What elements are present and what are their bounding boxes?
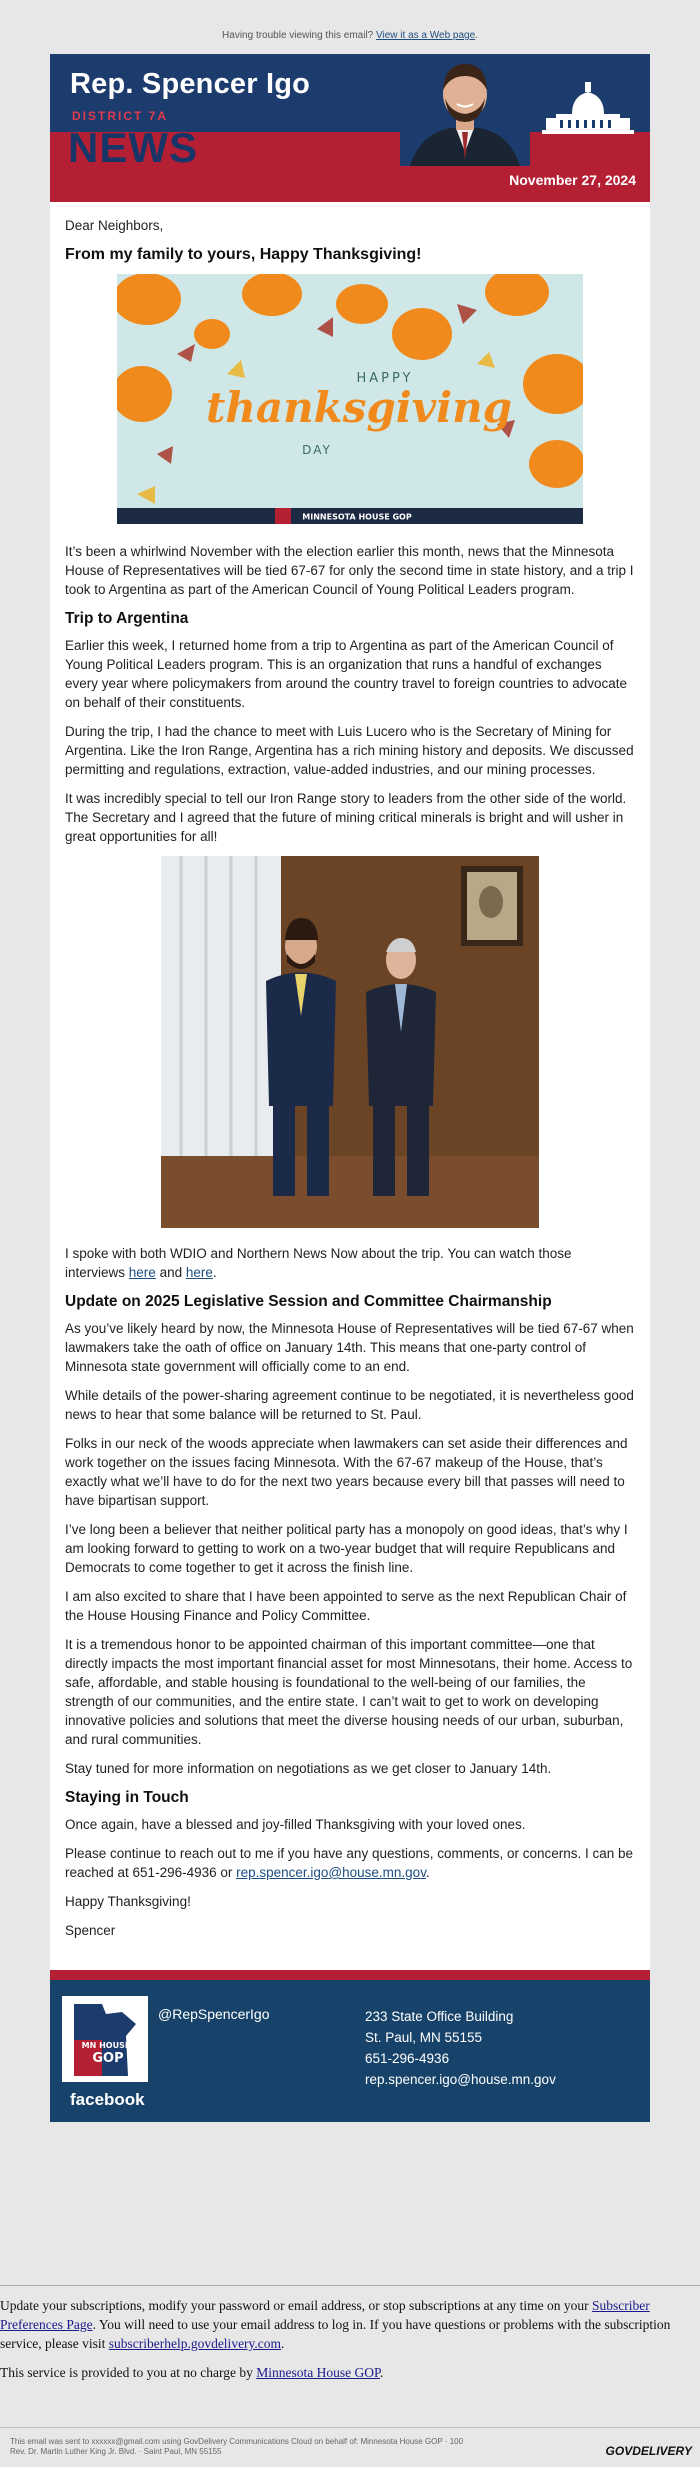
closing: Happy Thanksgiving!: [65, 1894, 191, 1909]
session-paragraph-3: Folks in our neck of the woods appreciate when lawmakers can set aside their differences and work together on the issues facing Minnesota. With the 67-67 makeup of the House, that’s exactly what we’ll have to do for the next two years because every bill that passes will need to have bipartisan support.: [65, 1436, 628, 1508]
news-label: NEWS: [68, 124, 198, 171]
touch-paragraph-2: [65, 1844, 635, 1882]
mn-house-gop-logo[interactable]: [62, 1996, 148, 2082]
representative-name: Rep. Spencer Igo: [70, 68, 311, 100]
day-text: DAY: [302, 443, 332, 457]
legal-line-1: This email was sent to xxxxxx@gmail.com using GovDelivery Communications Cloud on behalf of: Minnesota House GOP · 100: [10, 2437, 464, 2446]
service-end: .: [379, 2365, 384, 2380]
signature: Spencer: [65, 1923, 116, 1938]
capitol-icon: [538, 74, 638, 136]
session-paragraph-5: I am also excited to share that I have been appointed to serve as the next Republican Chair of the House Housing Finance and Policy Committee.: [65, 1589, 627, 1623]
subscriber-help-link[interactable]: subscriberhelp.govdelivery.com: [108, 2336, 282, 2351]
portrait-photo: [400, 56, 530, 166]
greeting: Dear Neighbors,: [65, 218, 164, 233]
email-container: [50, 54, 650, 2122]
interviews-and: and: [155, 1265, 186, 1280]
divider: [0, 2285, 700, 2286]
intro-paragraph: It’s been a whirlwind November with the election earlier this month, news that the Minnesota House of Representatives will be tied 67-67 for only the second time in state history, and a trip I took to Argentina as part of the American Council of Young Political Leaders program.: [65, 544, 634, 597]
logo-text-2: GOP: [92, 2051, 124, 2066]
office-phone: 651-296-4936: [365, 2051, 450, 2066]
trip-paragraph-3: It was incredibly special to tell our Iron Range story to leaders from the other side of the world. The Secretary and I agreed that the future of mining critical minerals is bright and will usher in great opportunities for all!: [65, 791, 627, 844]
image-credit: MINNESOTA HOUSE GOP: [302, 512, 412, 522]
service-paragraph: [0, 2363, 700, 2382]
subscription-text-3: .: [281, 2336, 285, 2351]
office-address: [365, 2006, 556, 2090]
touch-paragraph-1: Once again, have a blessed and joy-filled Thanksgiving with your loved ones.: [65, 1817, 526, 1832]
office-email[interactable]: rep.spencer.igo@house.mn.gov: [365, 2072, 556, 2087]
session-paragraph-6: It is a tremendous honor to be appointed chairman of this important committee—one that directly impacts the most important financial asset for most Minnesotans, their home. Access to safe, affordable, and stable housing is foundational to the well-being of our families, the strength of our communities, and the entire state. I can’t wait to get to work on developing innovative policies and solutions that meet the diverse housing needs of our urban, suburban, and rural communities.: [65, 1637, 633, 1747]
issue-date: November 27, 2024: [509, 172, 636, 188]
logo-text-1: MN HOUSE: [81, 2041, 131, 2050]
session-paragraph-2: While details of the power-sharing agreement continue to be negotiated, it is nevertheless good news to hear that some balance will be returned to St. Paul.: [65, 1388, 634, 1422]
newsletter-header: [50, 54, 650, 202]
thanksgiving-image: [117, 274, 583, 524]
session-heading: Update on 2025 Legislative Session and Committee Chairmanship: [65, 1293, 552, 1310]
trip-heading: Trip to Argentina: [65, 610, 189, 627]
facebook-link[interactable]: facebook: [70, 2090, 145, 2109]
contact-text: Please continue to reach out to me if you have any questions, comments, or concerns. I can be reached at 651-296-4936 or: [65, 1846, 634, 1880]
session-paragraph-7: Stay tuned for more information on negotiations as we get closer to January 14th.: [65, 1761, 552, 1776]
legal-line-2: Rev. Dr. Martin Luther King Jr. Blvd. · Saint Paul, MN 55155: [10, 2447, 222, 2456]
address-line-1: 233 State Office Building: [365, 2009, 514, 2024]
argentina-meeting-photo: [161, 856, 539, 1228]
thanksgiving-text: thanksgiving: [205, 383, 513, 432]
address-line-2: St. Paul, MN 55155: [365, 2030, 483, 2045]
newsletter-footer: [50, 1970, 650, 2122]
social-handle[interactable]: @RepSpencerIgo: [158, 2006, 270, 2022]
email-link[interactable]: rep.spencer.igo@house.mn.gov: [236, 1865, 426, 1880]
subscription-text-2: . You will need to use your email address to log in. If you have questions or problems with the subscription service, please visit: [0, 2317, 671, 2351]
legal-footer: [10, 2437, 580, 2457]
subscription-info: [0, 2285, 700, 2382]
lead-headline: From my family to yours, Happy Thanksgiving!: [65, 246, 422, 263]
web-view-link[interactable]: View it as a Web page: [376, 30, 476, 41]
interviews-end: .: [212, 1265, 217, 1280]
web-view-suffix: .: [475, 30, 478, 41]
contact-end: .: [425, 1865, 430, 1880]
wdio-interview-link[interactable]: here: [128, 1265, 156, 1280]
interviews-paragraph: [65, 1244, 635, 1282]
govdelivery-logo[interactable]: GOVDELIVERY: [605, 2444, 692, 2458]
web-view-text: Having trouble viewing this email?: [222, 30, 374, 41]
session-paragraph-4: I’ve long been a believer that neither political party has a monopoly on good ideas, that’s why I am looking forward to getting to work on a two-year budget that will require Republicans and Democrats to come together to get it across the finish line.: [65, 1522, 628, 1575]
trip-paragraph-1: Earlier this week, I returned home from a trip to Argentina as part of the American Council of Young Political Leaders program. This is an organization that runs a handful of exchanges every year where policymakers from around the country travel to foreign countries to advocate on behalf of their constituents.: [65, 638, 628, 710]
legal-divider: [0, 2427, 700, 2428]
session-paragraph-1: As you’ve likely heard by now, the Minnesota House of Representatives will be tied 67-67 when lawmakers take the oath of office on January 14th. This means that one-party control of Minnesota state government will officially come to an end.: [65, 1321, 634, 1374]
district-label: DISTRICT 7A: [72, 109, 169, 123]
interviews-text: I spoke with both WDIO and Northern News Now about the trip. You can watch those interviews: [65, 1246, 572, 1280]
subscription-text-1: Update your subscriptions, modify your password or email address, or stop subscriptions at any time on your: [0, 2298, 593, 2313]
subscriber-preferences-link[interactable]: Subscriber Preferences Page: [0, 2298, 650, 2332]
web-view-note: [0, 0, 700, 54]
newsletter-body: [50, 202, 650, 1970]
touch-heading: Staying in Touch: [65, 1789, 189, 1806]
minnesota-house-gop-link[interactable]: Minnesota House GOP: [256, 2365, 380, 2380]
happy-text: HAPPY: [356, 371, 414, 386]
trip-paragraph-2: During the trip, I had the chance to meet with Luis Lucero who is the Secretary of Mining for Argentina. Like the Iron Range, Argentina has a rich mining history and deposits. We discussed permitting and regulations, extraction, value-added industries, and our mining processes.: [65, 724, 634, 777]
service-text: This service is provided to you at no charge by: [0, 2365, 257, 2380]
northern-news-interview-link[interactable]: here: [185, 1265, 213, 1280]
subscription-paragraph: [0, 2296, 700, 2353]
